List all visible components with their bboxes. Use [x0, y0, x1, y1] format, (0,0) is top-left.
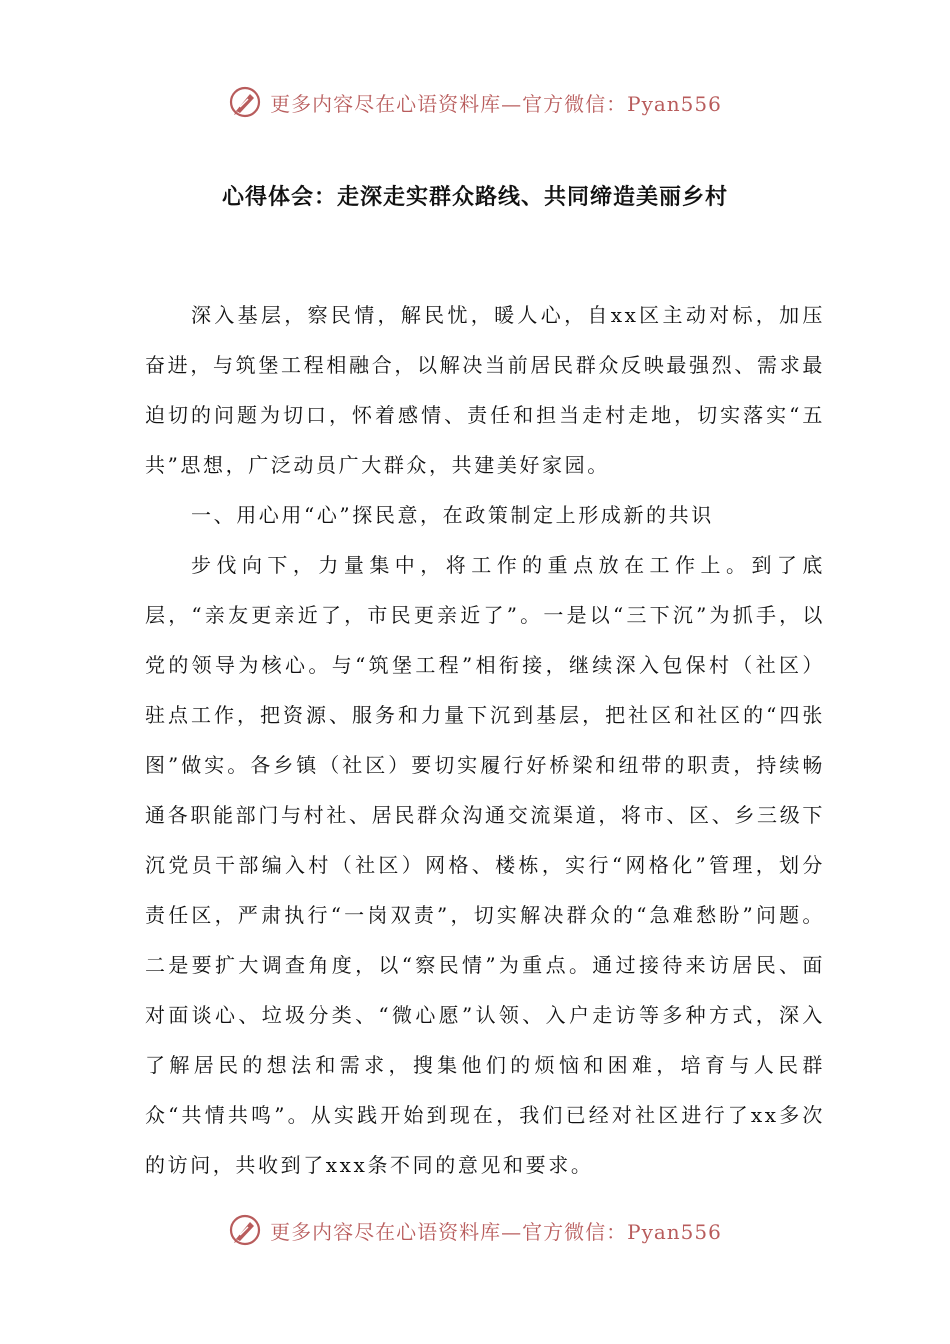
paragraph-section-1: 步伐向下，力量集中，将工作的重点放在工作上。到了底层，“亲友更亲近了，市民更亲近了”。一是以“三下沉”为抓手，以党的领导为核心。与“筑堡工程”相衔接，继续深入包保村（社区）驻点工作，把资源、服务和力量下沉到基层，把社区和社区的“四张图”做实。各乡镇（社区）要切实履行好桥梁和纽带的职责，持续畅通各职能部门与村社、居民群众沟通交流渠道，将市、区、乡三级下沉党员干部编入村（社区）网格、楼栋，实行“网格化”管理，划分责任区，严肃执行“一岗双责”，切实解决群众的“急难愁盼”问题。二是要扩大调查角度，以“察民情”为重点。通过接待来访居民、面对面谈心、垃圾分类、“微心愿”认领、入户走访等多种方式，深入了解居民的想法和需求，搜集他们的烦恼和困难，培育与人民群众“共情共鸣”。从实践开始到现在，我们已经对社区进行了xx多次的访问，共收到了xxx条不同的意见和要求。: [145, 553, 825, 1177]
footer-watermark: [0, 1210, 950, 1250]
paragraph-intro: 深入基层，察民情，解民忧，暖人心，自xx区主动对标，加压奋进，与筑堡工程相融合，以解决当前居民群众反映最强烈、需求最迫切的问题为切口，怀着感情、责任和担当走村走地，切实落实“五共”思想，广泛动员广大群众，共建美好家园。: [145, 303, 825, 477]
header-watermark: [0, 82, 950, 122]
document-body: [145, 290, 825, 1190]
watermark-text: 更多内容尽在心语资料库—官方微信：Pyan556: [270, 1219, 722, 1244]
pen-nib-circle-icon: [228, 1213, 262, 1247]
document-title: 心得体会：走深走实群众路线、共同缔造美丽乡村: [221, 185, 728, 210]
watermark-text: 更多内容尽在心语资料库—官方微信：Pyan556: [270, 91, 722, 116]
pen-nib-circle-icon: [228, 85, 262, 119]
section-heading-1: 一、用心用“心”探民意，在政策制定上形成新的共识: [191, 503, 714, 527]
